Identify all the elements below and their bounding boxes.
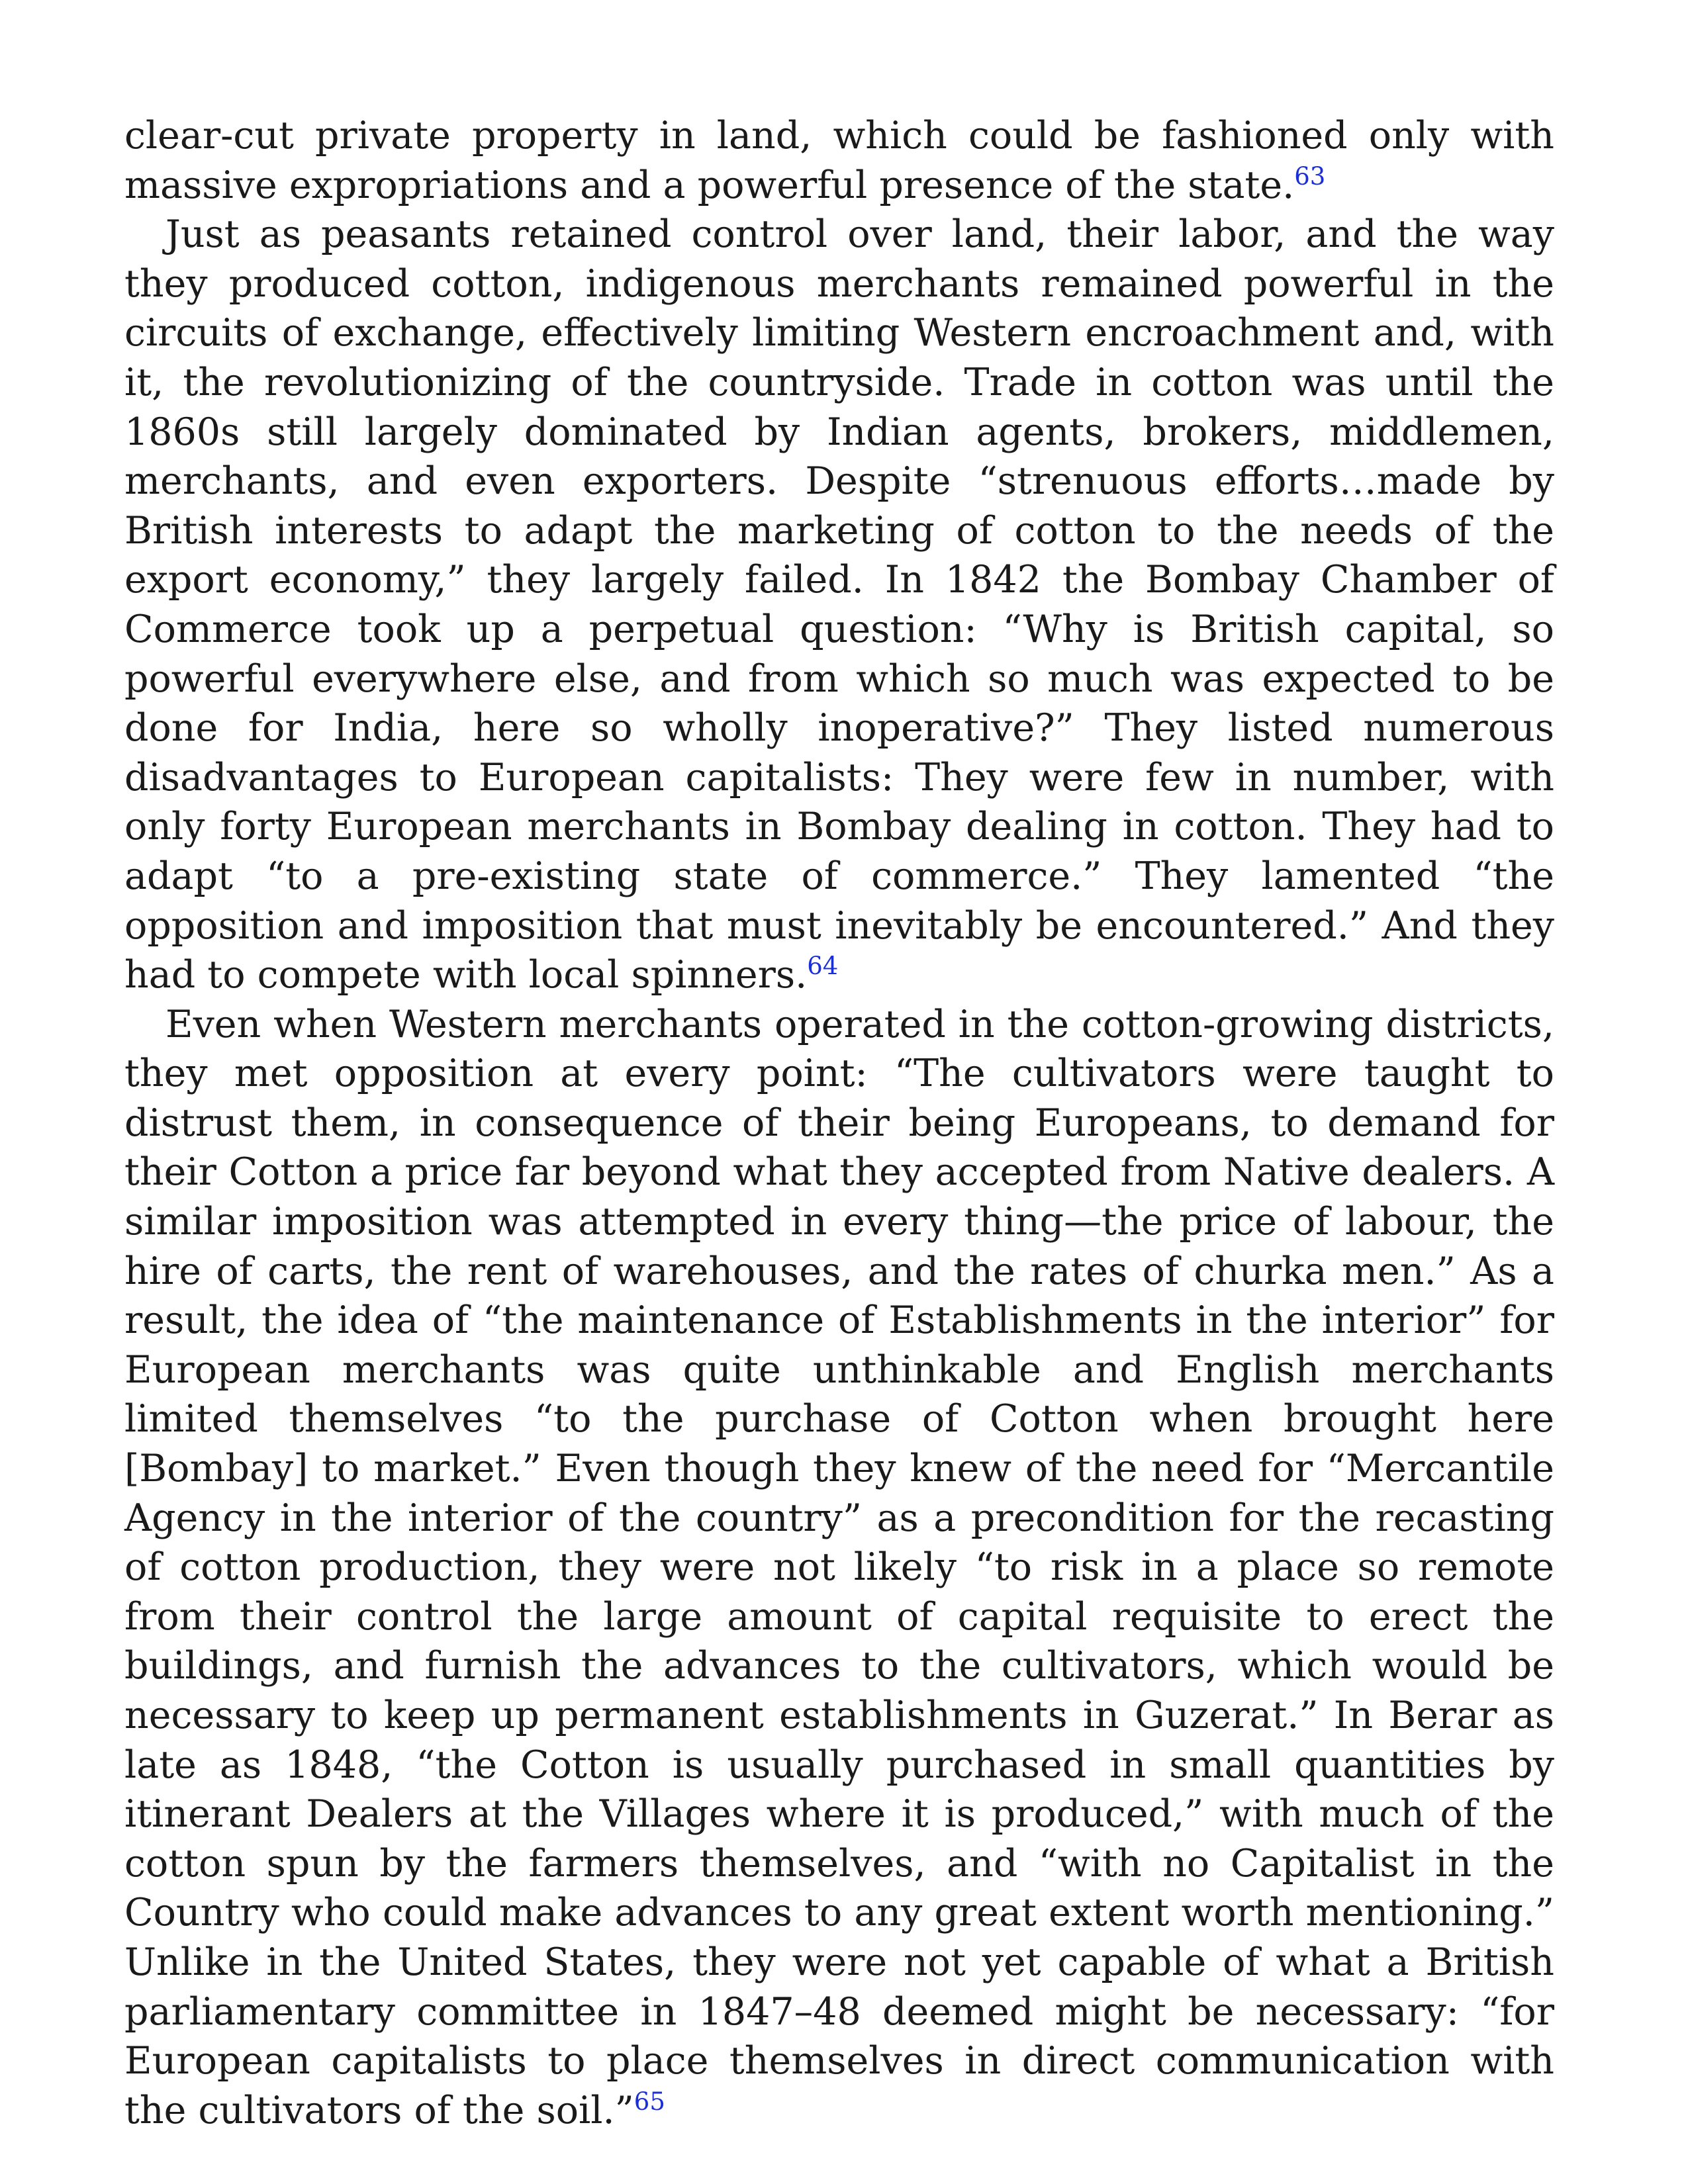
paragraph-2 (124, 210, 1554, 1000)
paragraph-text: Even when Western merchants operated in the cotton-growing districts, they met opposition at every point: “The cultivators were taught to distrust them, in consequence of their being Europeans, to demand for their Cotton a price far beyond what they accepted from Native dealers. A similar imposition was attempted in every thing—the price of labour, the hire of carts, the rent of warehouses, and the rates of churka men.” As a result, the idea of “the maintenance of Establishments in the interior” for European merchants was quite unthinkable and English merchants limited themselves “to the purchase of Cotton when brought here [Bombay] to market.” Even though they knew of the need for “Mercantile Agency in the interior of the country” as a precondition for the recasting of cotton production, they were not likely “to risk in a place so remote from their control the large amount of capital requisite to erect the buildings, and furnish the advances to the cultivators, which would be necessary to keep up permanent establishments in Guzerat.” In Berar as late as 1848, “the Cotton is usually purchased in small quantities by itinerant Dealers at the Villages where it is produced,” with much of the cotton spun by the farmers themselves, and “with no Capitalist in the Country who could make advances to any great extent worth mentioning.” Unlike in the United States, they were not yet capable of what a British parliamentary committee in 1847–48 deemed might be necessary: “for European capitalists to place themselves in direct communication with the cultivators of the soil.” (124, 1002, 1554, 2132)
paragraph-text: Just as peasants retained control over land, their labor, and the way they produced cotton, indigenous merchants remained powerful in the circuits of exchange, effectively limiting Western encroachment and, with it, the revolutionizing of the countryside. Trade in cotton was until the 1860s still largely dominated by Indian agents, brokers, middlemen, merchants, and even exporters. Despite “strenuous efforts…made by British interests to adapt the marketing of cotton to the needs of the export economy,” they largely failed. In 1842 the Bombay Chamber of Commerce took up a perpetual question: “Why is British capital, so powerful everywhere else, and from which so much was expected to be done for India, here so wholly inoperative?” They listed numerous disadvantages to European capitalists: They were few in number, with only forty European merchants in Bombay dealing in cotton. They had to adapt “to a pre-existing state of commerce.” They lamented “the opposition and imposition that must inevitably be encountered.” And they had to compete with local spinners. (124, 212, 1554, 997)
paragraph-1 (124, 111, 1554, 210)
paragraph-3 (124, 1000, 1554, 2136)
footnote-ref-63[interactable]: 63 (1294, 161, 1326, 191)
footnote-ref-64[interactable]: 64 (807, 952, 839, 981)
page-body (124, 111, 1554, 2135)
footnote-ref-65[interactable]: 65 (633, 2087, 665, 2116)
paragraph-text: clear-cut private property in land, which could be fashioned only with massive expropriations and a powerful presence of the state. (124, 114, 1554, 207)
